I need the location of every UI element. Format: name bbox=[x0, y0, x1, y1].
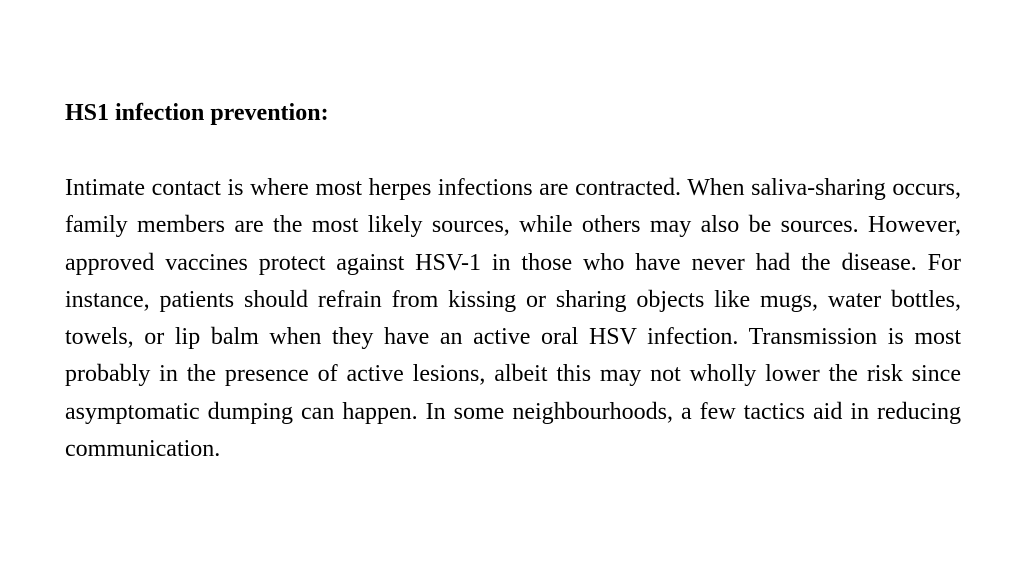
slide-body-paragraph: Intimate contact is where most herpes infections are contracted. When saliva-sharing occurs, family members are the most likely sources, while others may also be sources. However, approved vaccines protect against HSV-1 in those who have never had the disease. For instance, patients should refrain from kissing or sharing objects like mugs, water bottles, towels, or lip balm when they have an active oral HSV infection. Transmission is most probably in the presence of active lesions, albeit this may not wholly lower the risk since asymptomatic dumping can happen. In some neighbourhoods, a few tactics aid in reducing communication. bbox=[65, 175, 961, 463]
slide-heading: HS1 infection prevention: bbox=[65, 100, 329, 126]
